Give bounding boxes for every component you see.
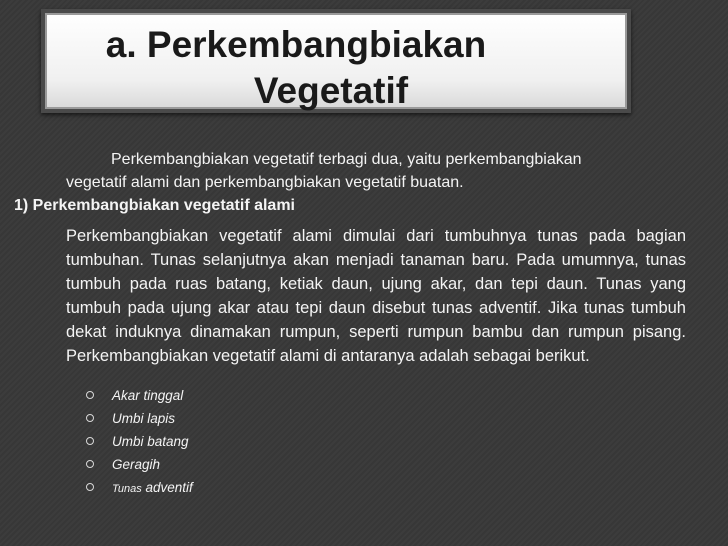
- list-item-text: Umbi batang: [112, 434, 189, 449]
- bullet-list: [86, 386, 193, 501]
- list-item: [86, 455, 193, 478]
- list-item: [86, 409, 193, 432]
- bullet-ring-icon: [86, 460, 94, 468]
- body-paragraph: Perkembangbiakan vegetatif alami dimulai dari tumbuhnya tunas pada bagian tumbuhan. Tunas selanjutnya akan menjadi tanaman baru. Pada umumnya, tunas tumbuh pada ruas batang, ketiak daun, ujung akar, dan tepi daun. Tunas yang tumbuh pada ujung akar atau tepi daun disebut tunas adventif. Jika tunas tumbuh dekat induknya dinamakan rumpun, seperti rumpun bambu dan rumpun pisang. Perkembangbiakan vegetatif alami di antaranya adalah sebagai berikut.: [66, 227, 686, 365]
- list-item: [86, 478, 193, 501]
- intro-text: [66, 148, 686, 194]
- bullet-ring-icon: [86, 437, 94, 445]
- list-item: [86, 386, 193, 409]
- bullet-ring-icon: [86, 391, 94, 399]
- intro-line-2: vegetatif alami dan perkembangbiakan vegetatif buatan.: [66, 174, 464, 191]
- list-item-text: adventif: [141, 480, 193, 495]
- slide-title-line-2: Vegetatif: [253, 70, 409, 111]
- list-item-text-small: Tunas: [112, 483, 142, 495]
- bullet-ring-icon: [86, 483, 94, 491]
- list-item-text: Akar tinggal: [112, 388, 184, 403]
- bullet-ring-icon: [86, 414, 94, 422]
- list-item: [86, 432, 193, 455]
- title-box: [41, 9, 631, 113]
- intro-line-1: Perkembangbiakan vegetatif terbagi dua, yaitu perkembangbiakan: [111, 151, 582, 168]
- slide-title-line-1: a. Perkembangbiakan: [105, 24, 487, 65]
- section-heading: 1) Perkembangbiakan vegetatif alami: [14, 197, 295, 214]
- list-item-text: Geragih: [112, 457, 161, 472]
- list-item-text: Umbi lapis: [112, 411, 176, 426]
